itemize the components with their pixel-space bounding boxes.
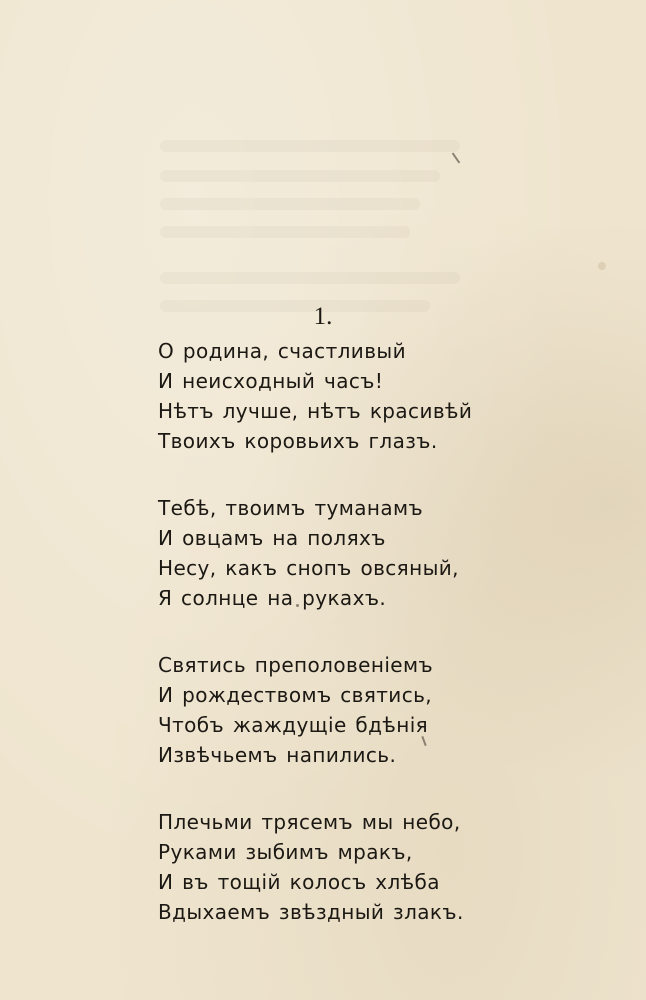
poem-text <box>158 336 618 964</box>
show-through-mark <box>160 272 460 284</box>
show-through-mark <box>160 170 440 182</box>
show-through-mark <box>160 226 410 238</box>
poem-line: О родина, счастливый <box>158 339 406 363</box>
poem-line: Святись преполовенiемъ <box>158 653 434 677</box>
poem-line: Несу, какъ снопъ овсяный, <box>158 556 459 580</box>
poem-line: И рождествомъ святись, <box>158 683 433 707</box>
stanza <box>158 807 618 927</box>
poem-line: Извѣчьемъ напились. <box>158 743 397 767</box>
poem-number: 1. <box>313 303 333 330</box>
stanza <box>158 650 618 770</box>
stanza <box>158 336 618 456</box>
poem-line: Чтобъ жаждущiе бдѣнiя <box>158 713 429 737</box>
show-through-mark <box>160 140 460 152</box>
poem-line: Тебѣ, твоимъ туманамъ <box>158 496 424 520</box>
paper-speck <box>452 153 461 164</box>
poem-line: И овцамъ на поляхъ <box>158 526 386 550</box>
poem-line: Вдыхаемъ звѣздный злакъ. <box>158 900 464 924</box>
poem-line: Плечьми трясемъ мы небо, <box>158 810 461 834</box>
poem-line: Нѣтъ лучше, нѣтъ красивѣй <box>158 399 473 423</box>
poem-line: Твоихъ коровьихъ глазъ. <box>158 429 438 453</box>
show-through-mark <box>160 198 420 210</box>
paper-speck <box>598 262 606 270</box>
poem-line: Руками зыбимъ мракъ, <box>158 840 413 864</box>
poem-line: Я солнце на рукахъ. <box>158 586 387 610</box>
stanza <box>158 493 618 613</box>
poem-line: И неисходный часъ! <box>158 369 384 393</box>
poem-line: И въ тощiй колосъ хлѣба <box>158 870 440 894</box>
